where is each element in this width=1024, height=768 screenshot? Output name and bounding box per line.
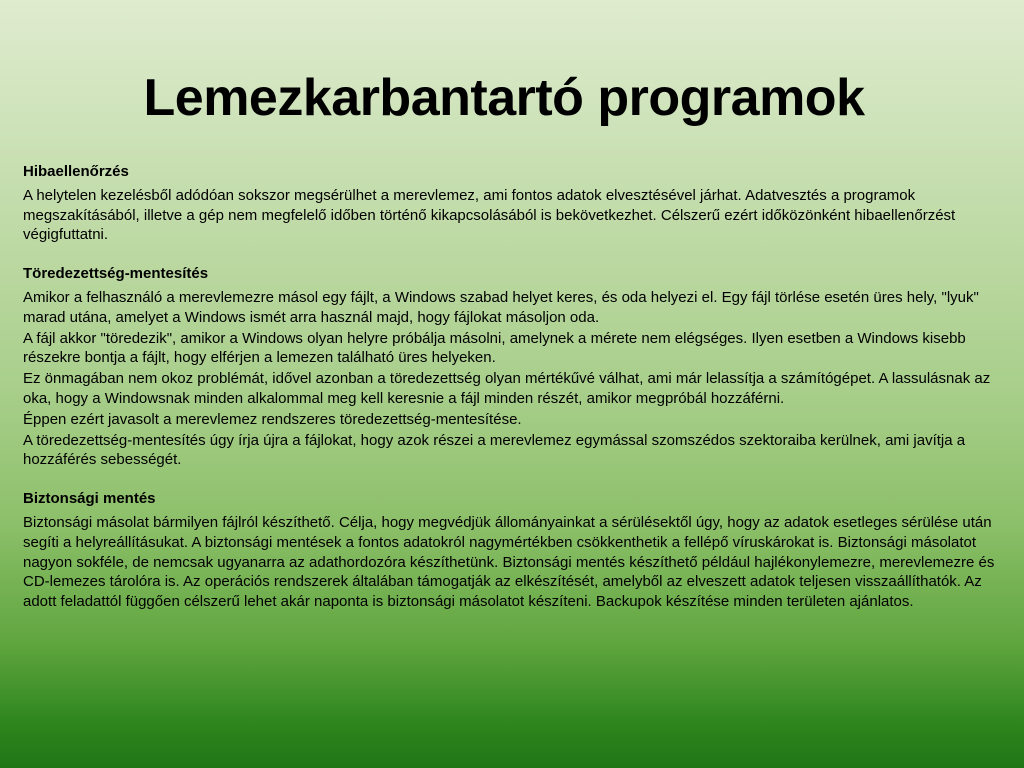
section-heading: Hibaellenőrzés xyxy=(23,163,129,180)
paragraph: Éppen ezért javasolt a merevlemez rendszeres töredezettség-mentesítése. xyxy=(23,410,522,428)
paragraph: A helytelen kezelésből adódóan sokszor megsérülhet a merevlemez, ami fontos adatok elvesztésével járhat. Adatvesztés a programok megszakításából, illetve a gép nem megfelelő időben történő kikapcsolásából is bekövetkezhet. Célszerű ezért időközönként hibaellenőrzést végigfuttatni. xyxy=(23,186,956,244)
slide-body xyxy=(23,162,1001,631)
paragraph: Amikor a felhasználó a merevlemezre másol egy fájlt, a Windows szabad helyet keres, és oda helyezi el. Egy fájl törlése esetén üres hely, "lyuk" marad utána, amelyet a Windows ismét arra használ majd, hogy fájlokat másoljon oda. xyxy=(23,288,979,326)
slide-title: Lemezkarbantartó programok xyxy=(143,69,865,127)
paragraph: Biztonsági másolat bármilyen fájlról készíthető. Célja, hogy megvédjük állományainkat a sérülésektől úgy, hogy az adatok esetleges sérülése után segíti a helyreállításukat. A biztonsági mentések a fontos adatokról nagymértékben csökkenthetik a fellépő víruskárokat is. Biztonsági másolatot nagyon sokféle, de nemcsak ugyanarra az adathordozóra készíthetünk. Biztonsági mentés készíthető például hajlékonylemezre, merevlemezre és CD-lemezes tárolóra is. Az operációs rendszerek általában támogatják az elkészítését, amelyből az elveszett adatok teljesen visszaállíthatók. Az adott feladattól függően célszerű lehet akár naponta is biztonsági másolatot készíteni. Backupok készítése minden területen ajánlatos. xyxy=(23,513,995,611)
paragraph: A fájl akkor "töredezik", amikor a Windows olyan helyre próbálja másolni, amelynek a mérete nem elégséges. Ilyen esetben a Windows kisebb részekre bontja a fájlt, hogy elférjen a lemezen található üres helyeken. xyxy=(23,329,966,367)
section-heading: Töredezettség-mentesítés xyxy=(23,265,209,283)
paragraph: A töredezettség-mentesítés úgy írja újra a fájlokat, hogy azok részei a merevlemez egymással szomszédos szektoraiba kerülnek, ami javítja a hozzáférés sebességét. xyxy=(23,431,966,469)
section-defragmentation xyxy=(23,264,1001,470)
section-backup xyxy=(23,489,1001,612)
section-error-check xyxy=(23,162,1001,245)
section-heading: Biztonsági mentés xyxy=(23,490,156,508)
paragraph: Ez önmagában nem okoz problémát, idővel azonban a töredezettség olyan mértékűvé válhat, ami már lelassítja a számítógépet. A lassulásnak az oka, hogy a Windowsnak minden alkalommal meg kell keresnie a fájl minden részét, amikor megpróbál hozzáférni. xyxy=(23,370,991,407)
